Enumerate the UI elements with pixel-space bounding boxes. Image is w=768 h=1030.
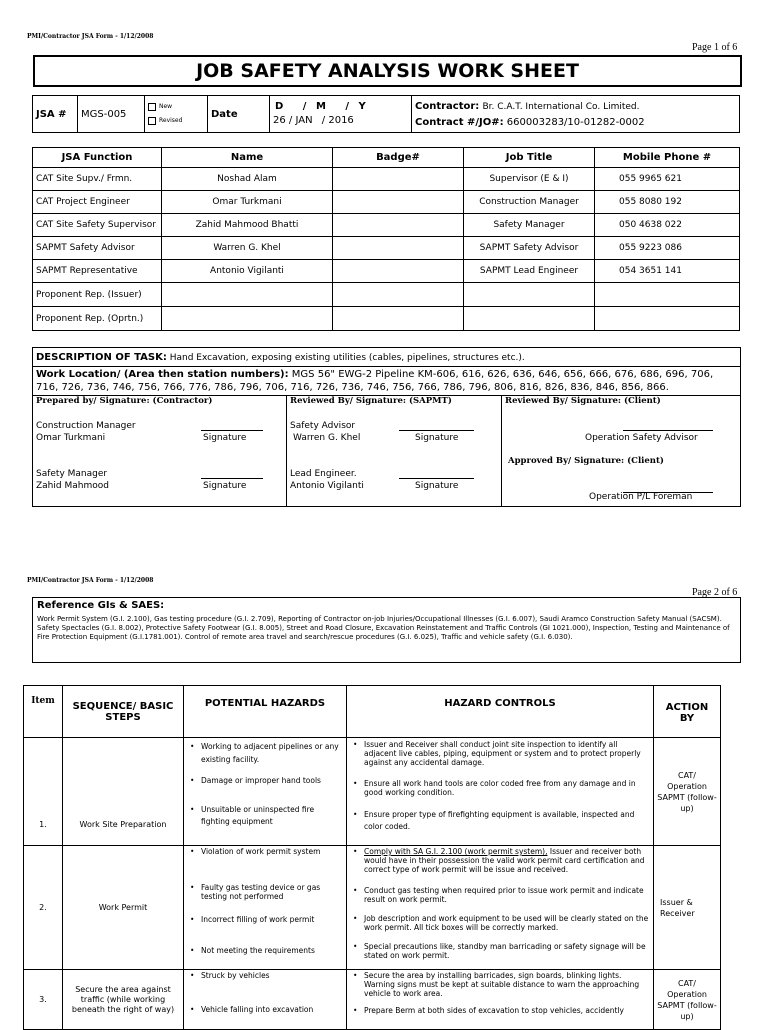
table-row (33, 214, 740, 237)
preparer-2-signature-line[interactable] (201, 466, 263, 479)
gi-reference-link[interactable]: Comply with SA G.I. 2.100 (work permit system), (364, 847, 548, 856)
task-value: Hand Excavation, exposing existing utilities (cables, pipelines, structures etc.). (169, 353, 525, 363)
cell-step: Work Permit (63, 846, 184, 970)
new-label: New (159, 103, 173, 110)
cell-badge (333, 214, 464, 237)
header-mobile-phone: Mobile Phone # (595, 148, 740, 168)
table-row (24, 970, 721, 1030)
cell-name: Antonio Vigilanti (162, 260, 333, 283)
reviewer-2 (290, 468, 364, 492)
hazard-item: • Violation of work permit system (201, 847, 343, 857)
cell-hazards (184, 846, 347, 970)
cell-action-by: CAT/ Operation SAPMT (follow-up) (654, 970, 721, 1030)
cell-hazards (184, 970, 347, 1030)
table-row (24, 738, 721, 846)
cell-name: Zahid Mahmood Bhatti (162, 214, 333, 237)
client-approver-role: Operation P/L Foreman (589, 492, 693, 502)
reviewer-1-role: Safety Advisor (290, 421, 356, 431)
cell-phone[interactable] (595, 307, 740, 331)
hazard-item: • Unsuitable or uninspected fire fighting equipment (201, 804, 343, 828)
reviewer-2-name: Antonio Vigilanti (290, 481, 364, 491)
preparer-1-role: Construction Manager (36, 421, 136, 431)
table-row (33, 283, 740, 307)
reviewer-1-signature-line[interactable] (399, 418, 474, 431)
preparer-2 (36, 468, 109, 492)
reviewer-2-signature-line[interactable] (399, 466, 474, 479)
personnel-header-row (33, 148, 740, 168)
preparer-2-name: Zahid Mahmood (36, 481, 109, 491)
hazard-item: • Vehicle falling into excavation (201, 1005, 343, 1015)
cell-title: Supervisor (E & I) (464, 168, 595, 191)
control-item: • Secure the area by installing barricades, sign boards, blinking lights. Warning signs must be kept at suitable distance to warn the approaching vehicle to work area. (364, 971, 650, 998)
header-controls: HAZARD CONTROLS (347, 686, 654, 738)
client-reviewer-role: Operation Safety Advisor (585, 433, 698, 443)
header-jsa-function: JSA Function (33, 148, 162, 168)
header-item: Item (24, 686, 63, 738)
preparer-1-signature-line[interactable] (201, 418, 263, 431)
reviewed-client-label: Reviewed By/ Signature: (Client) (505, 396, 661, 406)
personnel-table (32, 147, 740, 331)
control-item: • Job description and work equipment to be used will be clearly stated on the work permit. All tick boxes will be correctly marked. (364, 914, 650, 932)
cell-title[interactable] (464, 307, 595, 331)
date-year: 2016 (328, 115, 354, 126)
control-text: Issuer and receiver both would have in their possession the valid work permit card certification and correct type of work permit will be issue and received. (364, 847, 645, 874)
control-item (364, 847, 650, 874)
signature-caption: Signature (203, 433, 247, 443)
table-row (33, 237, 740, 260)
cell-controls (347, 846, 654, 970)
cell-badge[interactable] (333, 307, 464, 331)
signature-caption: Signature (415, 433, 459, 443)
hazard-item: • Working to adjacent pipelines or any existing facility. (201, 740, 343, 766)
cell-phone: 050 4638 022 (595, 214, 740, 237)
cell-action-by: Issuer & Receiver (654, 846, 721, 970)
control-item: • Ensure all work hand tools are color coded free from any damage and in good working condition. (364, 779, 650, 797)
signature-caption: Signature (203, 481, 247, 491)
header-sequence: SEQUENCE/ BASIC STEPS (63, 686, 184, 738)
cell-function: CAT Project Engineer (33, 191, 162, 214)
preparer-1 (36, 420, 136, 444)
table-row (24, 846, 721, 970)
page-number: Page 2 of 6 (692, 587, 738, 598)
cell-title: SAPMT Safety Advisor (464, 237, 595, 260)
revised-label: Revised (159, 117, 183, 124)
cell-phone: 055 8080 192 (595, 191, 740, 214)
contractor-label: Contractor: (415, 100, 480, 112)
cell-step: Work Site Preparation (63, 738, 184, 846)
document-title: JOB SAFETY ANALYSIS WORK SHEET (33, 55, 742, 87)
hazard-item: • Struck by vehicles (201, 971, 343, 981)
hazard-item: • Not meeting the requirements (201, 946, 343, 955)
location-value: MGS 56" EWG-2 Pipeline KM-606, 616, 626, 636, 646, 656, 666, 676, 686, 696, 706, 716, 726, 736, 746, 756, 766, 776, 786, 796, 706, 716, 726, 736, 746, 756, 766, 786, 796, 806, 816, 826, 836, 846, 856, 866. (36, 369, 714, 393)
cell-hazards (184, 738, 347, 846)
date-day: 26 (273, 115, 286, 126)
cell-badge (333, 191, 464, 214)
signature-caption: Signature (415, 481, 459, 491)
cell-title: SAPMT Lead Engineer (464, 260, 595, 283)
cell-controls (347, 970, 654, 1030)
contract-label: Contract #/JO#: (415, 116, 504, 128)
cell-name: Omar Turkmani (162, 191, 333, 214)
table-row (33, 168, 740, 191)
jsa-label: JSA # (33, 96, 78, 133)
cell-title: Construction Manager (464, 191, 595, 214)
control-item: • Conduct gas testing when required prior to issue work permit and indicate result on work permit. (364, 886, 650, 904)
hazard-header-row (24, 686, 721, 738)
cell-step: Secure the area against traffic (while working beneath the right of way) (63, 970, 184, 1030)
header-action-by: ACTION BY (654, 686, 721, 738)
date-value: D / M / Y 26 / JAN / 2016 (270, 96, 412, 133)
cell-badge[interactable] (333, 283, 464, 307)
date-head-day: D (275, 101, 284, 112)
hazard-item: • Faulty gas testing device or gas testing not performed (201, 883, 343, 901)
reviewer-2-role: Lead Engineer. (290, 469, 357, 479)
header-job-title: Job Title (464, 148, 595, 168)
location-label: Work Location/ (Area then station numbers): (36, 369, 289, 380)
header-hazards: POTENTIAL HAZARDS (184, 686, 347, 738)
control-item: • Issuer and Receiver shall conduct joint site inspection to identify all adjacent live cables, piping, equipment or system and to protect properly against any accidental damage. (364, 740, 650, 767)
reference-title: Reference GIs & SAES: (37, 600, 165, 611)
cell-name: Warren G. Khel (162, 237, 333, 260)
control-item: • Prepare Berm at both sides of excavation to stop vehicles, accidently (364, 1006, 650, 1015)
cell-action-by: CAT/ Operation SAPMT (follow-up) (654, 738, 721, 846)
cell-controls (347, 738, 654, 846)
reference-text: Work Permit System (G.I. 2.100), Gas testing procedure (G.I. 2.709), Reporting of Contractor on-job Injuries/Occupational Illnesses (G.I. 6.007), Saudi Aramco Construction Safety Manual (SACSM). Safety Spectacles (G.I. 8.002), Protective Safety Footwear (G.I. 8.005), Street and Road Closure, Excavation Reinstatement and Traffic Controls (GI 1021.000), Inspection, Testing and Maintenance of Fire Protection Equipment (G.I.1781.001). Control of remote area travel and search/rescue procedures (G.I. 6.025), Traffic and vehicle safety (G.I. 6.030). (37, 615, 730, 641)
new-checkbox[interactable] (148, 103, 156, 111)
preparer-1-name: Omar Turkmani (36, 433, 106, 443)
cell-name: Noshad Alam (162, 168, 333, 191)
cell-phone[interactable] (595, 283, 740, 307)
approved-client-label: Approved By/ Signature: (Client) (508, 456, 664, 466)
hazard-table (23, 685, 721, 1030)
cell-function: Proponent Rep. (Oprtn.) (33, 307, 162, 331)
cell-phone: 054 3651 141 (595, 260, 740, 283)
cell-phone: 055 9965 621 (595, 168, 740, 191)
form-reference: PMI/Contractor JSA Form - 1/12/2008 (27, 33, 154, 40)
task-signoff-box (32, 347, 741, 507)
cell-badge (333, 168, 464, 191)
cell-phone: 055 9223 086 (595, 237, 740, 260)
control-item: • Special precautions like, standby man barricading or safety signage will be stated on work permit. (364, 942, 650, 960)
cell-function: SAPMT Representative (33, 260, 162, 283)
cell-badge (333, 260, 464, 283)
jsa-number: MGS-005 (78, 96, 145, 133)
date-label: Date (208, 96, 270, 133)
date-head-month: M (315, 101, 326, 112)
contractor-info (412, 96, 740, 133)
cell-function: SAPMT Safety Advisor (33, 237, 162, 260)
cell-function: Proponent Rep. (Issuer) (33, 283, 162, 307)
cell-item: 1. (24, 738, 63, 846)
cell-item: 3. (24, 970, 63, 1030)
control-item: • Ensure proper type of firefighting equipment is available, inspected and color coded. (364, 809, 650, 833)
cell-name[interactable] (162, 307, 333, 331)
cell-name[interactable] (162, 283, 333, 307)
client-reviewer-signature-line[interactable] (623, 418, 713, 431)
task-description (36, 352, 525, 363)
date-head-year: Y (358, 101, 366, 112)
cell-function: CAT Site Safety Supervisor (33, 214, 162, 237)
table-row (33, 191, 740, 214)
reviewer-1 (290, 420, 360, 444)
cell-title: Safety Manager (464, 214, 595, 237)
revision-status (145, 96, 208, 133)
header-name: Name (162, 148, 333, 168)
prepared-by-label: Prepared by/ Signature: (Contractor) (36, 396, 213, 406)
task-label: DESCRIPTION OF TASK: (36, 352, 167, 363)
contractor-value: Br. C.A.T. International Co. Limited. (482, 101, 640, 112)
jsa-header-table (32, 95, 740, 133)
table-row (33, 260, 740, 283)
preparer-2-role: Safety Manager (36, 469, 108, 479)
cell-title[interactable] (464, 283, 595, 307)
cell-function: CAT Site Supv./ Frmn. (33, 168, 162, 191)
cell-badge (333, 237, 464, 260)
work-location (36, 368, 736, 394)
header-badge: Badge# (333, 148, 464, 168)
hazard-item: • Damage or improper hand tools (201, 776, 343, 786)
page-number: Page 1 of 6 (692, 42, 738, 53)
date-month: JAN (295, 115, 313, 126)
cell-item: 2. (24, 846, 63, 970)
revised-checkbox[interactable] (148, 117, 156, 125)
table-row (33, 307, 740, 331)
reviewer-1-name: Warren G. Khel (293, 433, 361, 443)
reference-box (32, 597, 741, 663)
contract-value: 660003283/10-01282-0002 (506, 116, 645, 128)
hazard-item: • Incorrect filling of work permit (201, 915, 343, 924)
form-reference: PMI/Contractor JSA Form - 1/12/2008 (27, 577, 154, 584)
reviewed-sapmt-label: Reviewed By/ Signature: (SAPMT) (290, 396, 452, 406)
